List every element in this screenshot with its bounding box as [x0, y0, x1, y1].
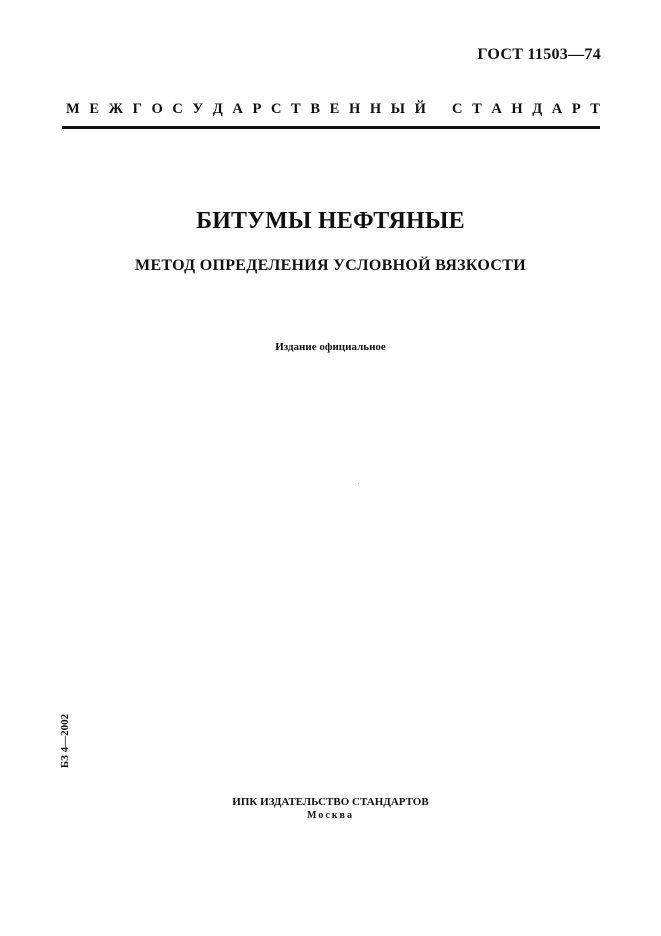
heading-letter: О — [151, 101, 163, 117]
heading-letter: Т — [590, 101, 600, 117]
standard-word — [452, 101, 600, 118]
heading-letter: Д — [532, 101, 543, 117]
scan-speck — [358, 483, 359, 484]
heading-letter: Р — [571, 101, 581, 117]
document-subtitle: МЕТОД ОПРЕДЕЛЕНИЯ УСЛОВНОЙ ВЯЗКОСТИ — [135, 257, 526, 274]
heading-letter: У — [192, 101, 204, 117]
heading-letter: М — [66, 101, 80, 117]
document-title: БИТУМЫ НЕФТЯНЫЕ — [196, 208, 465, 234]
heading-letter: С — [270, 101, 282, 117]
side-code-text: БЗ 4—2002 — [59, 713, 71, 769]
heading-letter: А — [491, 101, 502, 117]
heading-letter: Ы — [390, 101, 405, 117]
heading-letter: Т — [291, 101, 301, 117]
heading-letter: А — [551, 101, 563, 117]
edition-note: Издание официальное — [275, 341, 386, 353]
heading-letter: А — [232, 101, 243, 117]
heading-letter: С — [452, 101, 463, 117]
heading-letter: Т — [472, 101, 482, 117]
heading-letter: С — [172, 101, 183, 117]
heading-letter: Ж — [108, 101, 123, 117]
heading-letter: В — [310, 101, 321, 117]
document-code: ГОСТ 11503—74 — [477, 46, 601, 63]
heading-letter: Н — [369, 101, 382, 117]
heading-letter: Н — [348, 101, 361, 117]
heading-letter: Е — [89, 101, 99, 117]
publisher-city: Москва — [307, 810, 354, 821]
heading-letter: Г — [132, 101, 142, 117]
interstate-standard-heading — [66, 101, 600, 118]
heading-letter: Й — [414, 101, 426, 117]
interstate-word — [66, 101, 426, 118]
heading-letter: Д — [212, 101, 223, 117]
heading-letter: Р — [252, 101, 262, 117]
header-rule — [62, 126, 600, 129]
side-code — [58, 714, 72, 768]
publisher-name: ИПК ИЗДАТЕЛЬСТВО СТАНДАРТОВ — [232, 796, 429, 808]
heading-letter: Е — [329, 101, 340, 117]
heading-letter: Н — [511, 101, 523, 117]
